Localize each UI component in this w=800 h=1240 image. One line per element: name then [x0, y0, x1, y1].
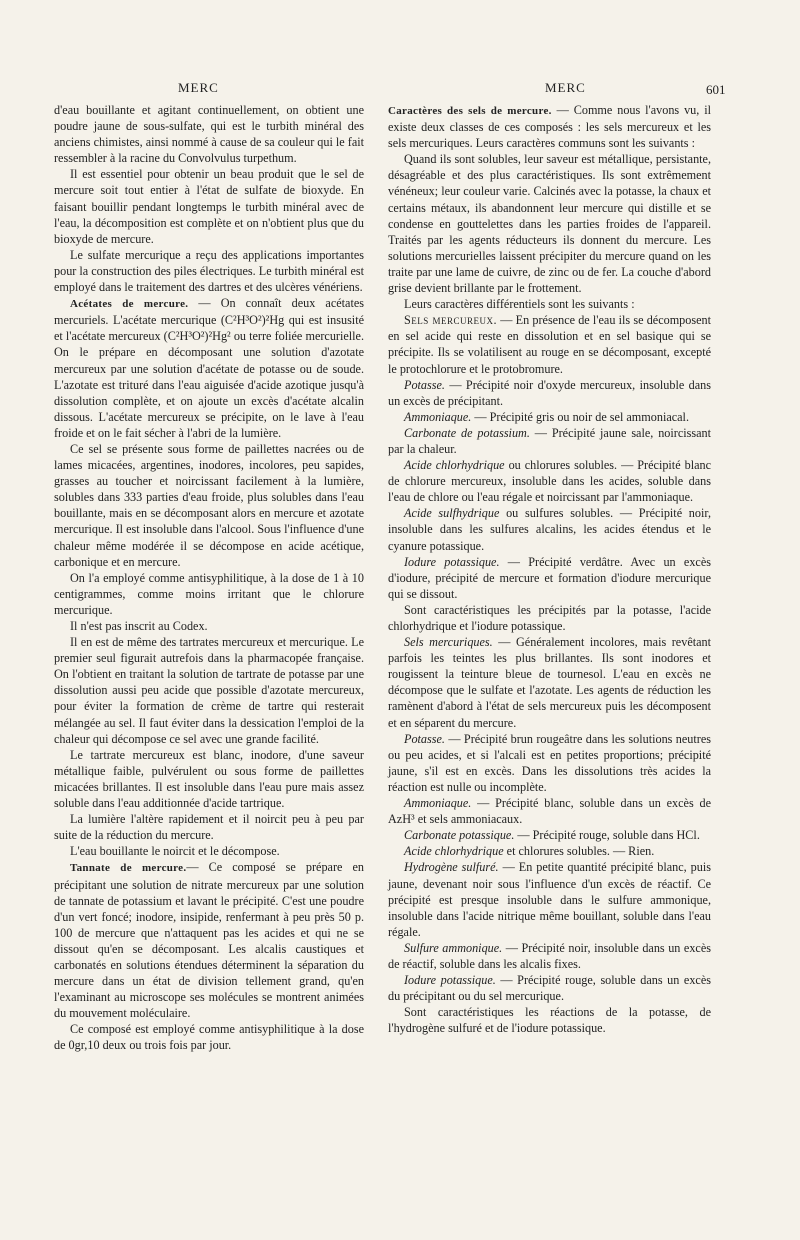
paragraph-text: — Précipité rouge, soluble dans un excès du précipitant ou du sel mercurique.: [388, 973, 711, 1004]
paragraph-text: Sont caractéristiques les réactions de la potasse, de l'hydrogène sulfuré et de l'iodure potassique.: [388, 1005, 711, 1036]
paragraph: [388, 296, 711, 312]
running-head-left: MERC: [178, 80, 219, 95]
paragraph-text: — On connaît deux acétates mercuriels. L'acétate mercurique (C²H³O²)²Hg qui est insusité et l'acétate mercureux (C²H³O²)²Hg² ou terre foliée mercurielle. On le prépare en décomposant une solution d'azotate mercureux par une solution d'acétate de potasse ou de soude. L'azotate est trituré dans l'eau aiguisée d'acide azotique jusqu'à dissolution complète, et on ajoute un excès d'acétate alcalin dissous. L'acétate mercureux se précipite, on le lave à l'eau froide et on le fait sécher à l'abri de la lumière.: [54, 296, 364, 440]
reagent-label: Carbonate potassique.: [404, 828, 515, 843]
paragraph: [54, 570, 364, 618]
paragraph: [388, 1004, 711, 1036]
paragraph: [388, 843, 711, 859]
section-heading: Acétates de mercure.: [70, 298, 189, 311]
paragraph-text: — En petite quantité précipité blanc, puis jaune, devenant noir sous l'influence d'un excès de réactif. Ce précipité est presque insoluble dans le sulfure ammonique, insoluble dans l'acide nitrique même bouillant, soluble dans l'eau régale.: [388, 860, 711, 939]
paragraph-text: et chlorures solubles. — Rien.: [503, 844, 655, 859]
paragraph-text: — Précipité noir d'oxyde mercureux, insoluble dans un excès de précipitant.: [388, 377, 711, 408]
paragraph: [54, 859, 364, 1021]
paragraph: [54, 102, 364, 166]
running-head-right: MERC: [545, 80, 586, 95]
page-number: 601: [706, 82, 726, 97]
paragraph: [54, 441, 364, 570]
paragraph: [54, 811, 364, 843]
paragraph: [388, 377, 711, 409]
reagent-label: Iodure potassique.: [404, 973, 496, 988]
paragraph-text: Quand ils sont solubles, leur saveur est métallique, persistante, désagréable et des plus caractéristiques. Ils sont extrêmement vénéneux; leur couleur varie. Calcinés avec la potasse, la chaux et certains métaux, ils abandonnent leur mercure qui distille et se condense en gouttelettes dans les parties froides de l'appareil. Traités par les agents réducteurs ils donnent du mercure. Les solutions mercurielles laissent précipiter du mercure quand on les traite par une lame de cuivre, de zinc ou de fer. La couche d'abord grise devient brillante par le frottement.: [388, 152, 711, 296]
reagent-label: Potasse.: [404, 377, 445, 392]
paragraph: [54, 247, 364, 295]
section-heading: Tannate de mercure.: [70, 862, 187, 875]
paragraph: [388, 457, 711, 505]
right-column: [388, 102, 711, 1036]
paragraph: [388, 312, 711, 376]
paragraph: [388, 940, 711, 972]
reagent-label: Sulfure ammonique.: [404, 940, 503, 955]
paragraph-text: — Précipité noir, insoluble dans un excès de réactif, soluble dans les alcalis fixes.: [388, 940, 711, 971]
paragraph-text: La lumière l'altère rapidement et il noircit peu à peu par suite de la réduction du mercure.: [54, 812, 364, 843]
reagent-label: Ammoniaque.: [404, 409, 472, 424]
paragraph: [388, 634, 711, 731]
paragraph-text: Ce composé est employé comme antisyphilitique à la dose de 0gr,10 deux ou trois fois par jour.: [54, 1022, 364, 1053]
paragraph-text: — Précipité verdâtre. Avec un excès d'iodure, précipité de mercure et formation d'iodure mercurique qui se dissout.: [388, 554, 711, 601]
reagent-label: Sels mercuriques.: [404, 635, 493, 650]
paragraph-text: — Ce composé se prépare en précipitant une solution de nitrate mercureux par une solution de tannate de potassium et lavant le précipité. C'est une poudre d'un vert foncé; inodore, insipide, renfermant à peu près 50 p. 100 de mercure que n'attaquent pas les acides et qui ne se dissout qu'en se décomposant. Les alcalis caustiques et carbonatés en solutions étendues déterminent la séparation du mercure dans un état de division tellement grand, qu'en l'examinant au microscope ses molécules se montrent animées du mouvement moléculaire.: [54, 860, 364, 1021]
reagent-label: Acide chlorhydrique: [404, 844, 504, 859]
paragraph: [54, 295, 364, 441]
paragraph-text: — Précipité jaune sale, noircissant par la chaleur.: [388, 425, 711, 456]
reagent-label: Acide sulfhydrique: [404, 506, 500, 521]
paragraph: [388, 972, 711, 1004]
paragraph: [54, 166, 364, 246]
paragraph-text: — Généralement incolores, mais revêtant parfois les teintes les plus brillantes. Ils sont inodores et rougissent la teinture bleue de tournesol. L'eau en excès ne décompose que le sulfate et l'azotate. Les agents de réduction les ramènent d'abord à l'état de sels mercureux puis les décomposent et en séparent du mercure.: [388, 635, 711, 730]
paragraph-text: Ce sel se présente sous forme de paillettes nacrées ou de lames micacées, argentines, inodores, incolores, peu sapides, grasses au toucher et noircissant facilement à la lumière, solubles dans 333 parties d'eau froide, plus solubles dans l'eau bouillante, mais en se décomposant alors en mercure et azotate mercurique. Il est insoluble dans l'alcool. Sous l'influence d'une chaleur même modérée il se décompose en acide acétique, carbonique et en mercure.: [54, 441, 364, 569]
reagent-label: Potasse.: [404, 731, 445, 746]
paragraph: [388, 827, 711, 843]
paragraph: [54, 634, 364, 747]
paragraph-text: Sont caractéristiques les précipités par la potasse, l'acide chlorhydrique et l'iodure potassique.: [388, 602, 711, 633]
section-heading: Caractères des sels de mercure.: [388, 105, 552, 117]
paragraph-text: Il en est de même des tartrates mercureux et mercurique. Le premier seul figurait autrefois dans la pharmacopée française. On l'obtient en traitant la solution de tartrate de potasse par une dissolution aussi peu acide que possible d'azotate mercureux, pour éviter la formation de crème de tartre qui resterait mélangée au sel. Il faut éviter dans la dessication l'emploi de la chaleur qui décompose ce sel avec une grande facilité.: [54, 635, 364, 746]
paragraph: [54, 1021, 364, 1053]
paragraph: [54, 843, 364, 859]
paragraph-text: Le tartrate mercureux est blanc, inodore, d'une saveur métallique faible, pulvérulent ou sous forme de paillettes micacées brillantes. Il est insoluble dans l'eau pure mais assez soluble dans l'eau additionnée d'acide tartrique.: [54, 747, 364, 811]
paragraph: [388, 505, 711, 553]
paragraph-text: On l'a employé comme antisyphilitique, à la dose de 1 à 10 centigrammes, comme moins irritant que le chlorure mercurique.: [54, 570, 364, 617]
paragraph-text: d'eau bouillante et agitant continuellement, on obtient une poudre jaune de sous-sulfate, qui est le turbith minéral des anciens chimistes, ainsi nommé à cause de sa couleur qui le fait ressembler à la racine du Convolvulus turpethum.: [54, 103, 365, 166]
paragraph-text: — En présence de l'eau ils se décomposent en sel acide qui reste en dissolution et en sel basique qui se précipite. Ils se volatilisent au rouge en se décomposant, excepté le protochlorure et le protobromure.: [388, 313, 711, 376]
paragraph-text: L'eau bouillante le noircit et le décompose.: [70, 844, 280, 859]
reagent-label: Ammoniaque.: [404, 796, 472, 811]
paragraph-text: — Comme nous l'avons vu, il existe deux classes de ces composés : les sels mercureux et les sels mercuriques. Leurs caractères communs sont les suivants :: [388, 103, 712, 151]
paragraph: [388, 731, 711, 795]
paragraph: [388, 795, 711, 827]
reagent-label: Carbonate de potassium.: [404, 425, 530, 440]
paragraph: [54, 618, 364, 634]
paragraph-text: — Précipité gris ou noir de sel ammoniacal.: [471, 409, 689, 424]
paragraph: [54, 747, 364, 811]
paragraph-text: — Précipité rouge, soluble dans HCl.: [514, 828, 700, 843]
paragraph: [388, 425, 711, 457]
reagent-label: Acide chlorhydrique: [404, 458, 505, 473]
reagent-label: Hydrogène sulfuré.: [404, 860, 499, 875]
paragraph: [388, 151, 711, 296]
paragraph: [388, 409, 711, 425]
paragraph-text: ou chlorures solubles. — Précipité blanc de chlorure mercureux, insoluble dans les acides, soluble dans l'eau de chlore ou l'eau régale et noircissant par l'ammoniaque.: [388, 458, 711, 505]
paragraph: [388, 554, 711, 602]
paragraph: [388, 102, 711, 151]
paragraph-text: ou sulfures solubles. — Précipité noir, insoluble dans les sulfures alcalins, les acides étendus et le cyanure potassique.: [388, 506, 711, 553]
paragraph: [388, 859, 711, 939]
section-label: Sels mercureux.: [404, 313, 498, 328]
left-column: [54, 102, 364, 1054]
paragraph-text: Il n'est pas inscrit au Codex.: [70, 619, 208, 633]
paragraph-text: Leurs caractères différentiels sont les suivants :: [404, 297, 635, 312]
paragraph-text: — Précipité blanc, soluble dans un excès de AzH³ et sels ammoniacaux.: [388, 796, 711, 827]
reagent-label: Iodure potassique.: [404, 554, 500, 569]
paragraph: [388, 602, 711, 634]
paragraph-text: Il est essentiel pour obtenir un beau produit que le sel de mercure soit tout entier à l'état de sulfate de bioxyde. En faisant bouillir pendant longtemps le turbith minéral avec de l'eau, la décomposition est complète et on n'obtient plus que du bioxyde de mercure.: [54, 167, 364, 246]
paragraph-text: Le sulfate mercurique a reçu des applications importantes pour la construction des piles électriques. Le turbith minéral est employé dans le traitement des dartres et des ulcères vénériens.: [54, 247, 365, 295]
paragraph-text: — Précipité brun rougeâtre dans les solutions neutres ou peu acides, et si l'alcali est en petites proportions; précipité jaune, s'il est en excès. Dans les dissolutions très acides la réaction est nulle ou incomplète.: [388, 731, 711, 794]
